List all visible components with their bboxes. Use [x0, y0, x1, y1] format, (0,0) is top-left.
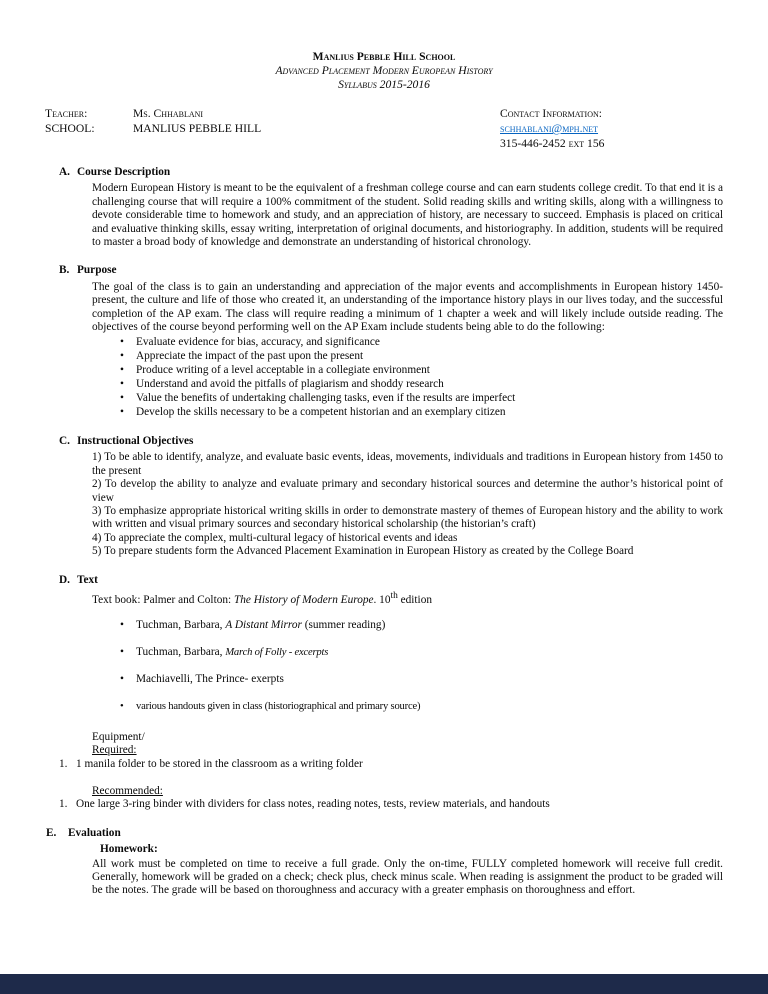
section-a-heading — [59, 166, 723, 179]
homework-subheading: Homework: — [100, 843, 158, 856]
section-text — [45, 574, 723, 812]
contact-label: Contact Information: — [500, 107, 602, 120]
purpose-bullet-list — [45, 336, 723, 419]
equipment-label: Equipment/ — [92, 730, 145, 743]
reading-prefix: Machiavelli, The Prince- exerpts — [136, 672, 284, 685]
reading-prefix: Tuchman, Barbara, — [136, 619, 226, 632]
section-a-body: Modern European History is meant to be the equivalent of a freshman college course and can earn students college credit. To that end it is a challenging course that will require a 100% commitment of the student. Solid reading skills and writing skills, along with a willingness to devote considerable time to homework and study, and an appreciation of history, are necessary to succeed. Emphasis is placed on critical and evaluative thinking skills, essay writing, interpretation of original documents, and historiography. In addition, students will be required to master a broad body of knowledge and demonstrate an understanding of historical chronology. — [92, 182, 723, 249]
textbook-ordinal: th — [390, 590, 398, 601]
bullet-item: • Produce writing of a level acceptable in a collegiate environment — [136, 364, 723, 378]
section-b-letter: B. — [59, 264, 70, 277]
recommended-label: Recommended: — [92, 784, 163, 797]
bullet-item: • Value the benefits of undertaking challenging tasks, even if the results are imperfect — [136, 392, 723, 406]
section-a-letter: A. — [59, 166, 70, 178]
email-link[interactable]: schhablani@mph.net — [500, 122, 599, 135]
objective-item: 1) To be able to identify, analyze, and evaluate basic events, ideas, movements, individuals and traditions in European history from 1450 to the present — [92, 451, 723, 477]
section-e-body: All work must be completed on time to receive a full grade. Only the on-time, FULLY completed homework will receive full credit. Generally, homework will be graded on a check; check plus, check minus scale. When reading is assignment the product to be graded will be the notes. The grade will be based on thoroughness and accuracy with a greater emphasis on thoroughness and effort. — [92, 857, 723, 897]
reading-item — [136, 646, 723, 660]
section-instructional-objectives — [45, 435, 723, 559]
teacher-line — [45, 106, 500, 121]
section-evaluation — [45, 827, 723, 898]
section-e-letter: E. — [46, 826, 57, 839]
reading-item — [136, 700, 723, 714]
section-b-body: The goal of the class is to gain an understanding and appreciation of the major events and accomplishments in European history 1450- present, the culture and life of those who created it, an understanding of the importance history plays in our lives today, and the successful completion of the AP exam. The class will require reading a minimum of 1 chapter a week and will likely include outside reading. The objectives of the course beyond performing well on the AP Exam include students being able to do the following: — [92, 280, 723, 334]
reading-prefix: various handouts given in class (historiographical and primary source) — [136, 700, 421, 712]
reading-suffix: (summer reading) — [301, 619, 386, 632]
page-bottom-bar — [0, 974, 768, 994]
section-e-heading — [46, 827, 723, 840]
recommended-block — [92, 785, 723, 798]
textbook-mid: . 10 — [373, 593, 391, 606]
textbook-prefix: Text book: Palmer and Colton: — [92, 593, 234, 606]
objective-item: 3) To emphasize appropriate historical writing skills in order to demonstrate mastery of themes of European history and the ability to work with written and visual primary sources and secondary historical scholarship (the historian’s craft) — [92, 504, 723, 531]
textbook-line — [92, 590, 723, 607]
required-item-text: 1 manila folder to be stored in the classroom as a writing folder — [76, 757, 363, 770]
section-d-letter: D. — [59, 573, 70, 586]
teacher-name: Ms. Chhablani — [133, 107, 204, 120]
bullet-item: • Appreciate the impact of the past upon the present — [136, 350, 723, 364]
objective-item: 5) To prepare students form the Advanced Placement Examination in European History as created by the College Board — [92, 545, 634, 558]
required-item-number: 1. — [59, 757, 68, 770]
school-label: SCHOOL: — [45, 122, 95, 135]
school-line — [45, 121, 500, 136]
course-title: Advanced Placement Modern European History — [275, 64, 493, 77]
reading-list — [45, 619, 723, 714]
section-d-heading — [59, 574, 723, 587]
info-block — [45, 106, 723, 151]
syllabus-year: Syllabus 2015-2016 — [338, 78, 430, 91]
recommended-item — [59, 798, 723, 811]
recommended-item-number: 1. — [59, 798, 68, 811]
textbook-title: The History of Modern Europe — [233, 593, 374, 606]
section-c-title: Instructional Objectives — [77, 434, 194, 447]
section-b-heading — [59, 264, 723, 277]
section-a-title: Course Description — [77, 166, 171, 178]
teacher-school-block — [45, 106, 500, 151]
contact-block — [500, 106, 723, 151]
document-header — [45, 50, 723, 92]
required-label: Required: — [92, 744, 137, 757]
required-item — [59, 758, 723, 771]
phone-number: 315-446-2452 ext 156 — [500, 137, 605, 150]
textbook-suffix: edition — [397, 593, 432, 606]
section-c-letter: C. — [59, 434, 70, 447]
equipment-block — [92, 731, 723, 758]
bullet-item: • Evaluate evidence for bias, accuracy, and significance — [136, 336, 723, 350]
reading-title: A Distant Mirror — [225, 619, 302, 632]
objective-item: 2) To develop the ability to analyze and evaluate primary and secondary historical sources and determine the author’s historical point of view — [92, 478, 723, 504]
recommended-item-text: One large 3-ring binder with dividers for class notes, reading notes, tests, review materials, and handouts — [76, 798, 550, 811]
reading-prefix: Tuchman, Barbara, — [136, 646, 226, 659]
section-d-title: Text — [77, 573, 98, 586]
school-title: Manlius Pebble Hill School — [312, 50, 456, 63]
reading-item — [136, 619, 723, 633]
teacher-label: Teacher: — [45, 107, 88, 120]
bullet-item: • Develop the skills necessary to be a competent historian and an exemplary citizen — [136, 406, 723, 420]
school-value: MANLIUS PEBBLE HILL — [133, 122, 262, 135]
reading-title: March of Folly - excerpts — [225, 647, 329, 659]
section-course-description — [45, 166, 723, 249]
section-c-heading — [59, 435, 723, 448]
email-line — [500, 121, 723, 136]
section-b-title: Purpose — [77, 264, 117, 277]
bullet-item: • Understand and avoid the pitfalls of plagiarism and shoddy research — [136, 378, 723, 392]
spacer — [45, 773, 723, 785]
section-purpose — [45, 264, 723, 419]
reading-item — [136, 673, 723, 687]
objective-item: 4) To appreciate the complex, multi-cultural legacy of historical events and ideas — [92, 531, 458, 544]
section-e-title: Evaluation — [68, 826, 121, 839]
